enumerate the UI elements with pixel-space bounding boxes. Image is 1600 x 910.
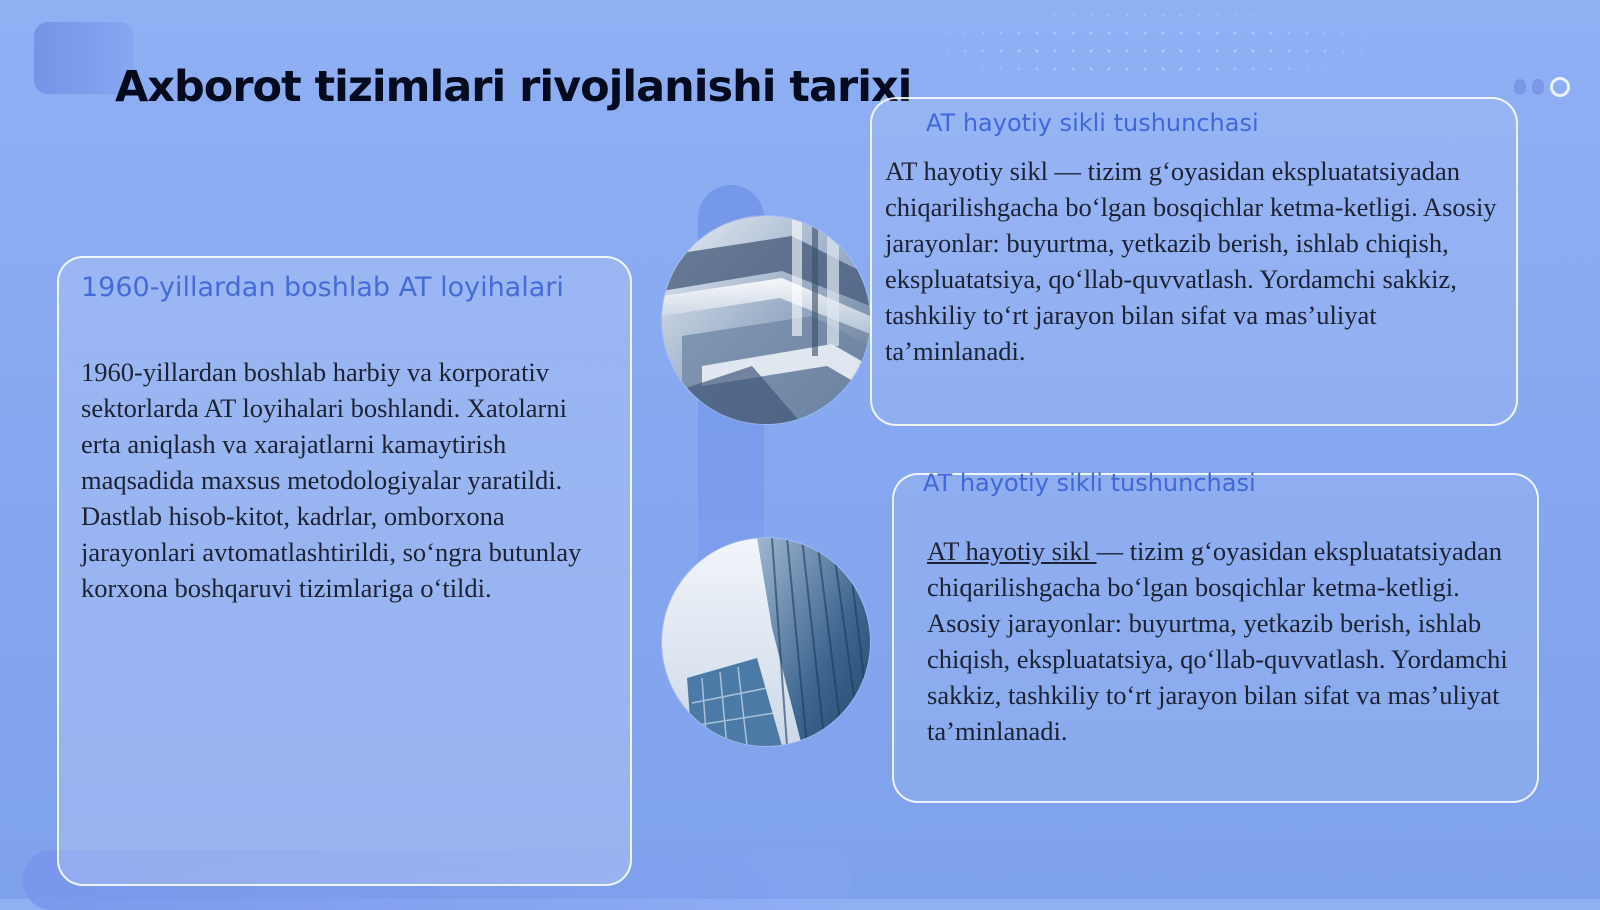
page-title: Axborot tizimlari rivojlanishi tarixi: [115, 62, 912, 112]
term-hyperlink[interactable]: AT hayotiy sikl: [927, 536, 1097, 566]
skyscraper-photo: [662, 538, 870, 746]
dot-pattern-decoration: [920, 6, 1380, 88]
slide-indicator: [1514, 77, 1570, 97]
bottom-right-card-text: — tizim g‘oyasidan ekspluatatsiyadan chiqarilishgacha bo‘lgan bosqichlar ketma-ketligi. Asosiy jarayonlar: buyurtma, yetkazib berish, ishlab chiqish, ekspluatatsiya, qo‘llab-quvvatlash. Yordamchi sakkiz, tashkiliy to‘rt jarayon bilan sifat va mas’uliyat ta’minlanadi.: [927, 536, 1508, 746]
top-right-card-body: AT hayotiy sikl — tizim g‘oyasidan ekspluatatsiyadan chiqarilishgacha bo‘lgan bosqichlar ketma-ketligi. Asosiy jarayonlar: buyurtma, yetkazib berish, ishlab chiqish, ekspluatatsiya, qo‘llab-quvvatlash. Yordamchi sakkiz, tashkiliy to‘rt jarayon bilan sifat va mas’uliyat ta’minlanadi.: [885, 156, 1497, 366]
bottom-right-card-heading: AT hayotiy sikli tushunchasi: [923, 469, 1256, 497]
left-card-heading: 1960-yillardan boshlab AT loyihalari: [81, 272, 564, 303]
pager-dot-3: [1550, 77, 1570, 97]
architecture-photo: [662, 216, 870, 424]
top-right-card-heading: AT hayotiy sikli tushunchasi: [926, 109, 1259, 137]
pager-dot-1: [1514, 79, 1526, 95]
top-right-content-card: [870, 97, 1518, 426]
bottom-right-content-card: [892, 469, 1539, 803]
left-content-card: [57, 256, 632, 886]
bottom-right-card-body: [927, 533, 1527, 749]
pager-dot-2: [1532, 79, 1544, 95]
left-card-body: 1960-yillardan boshlab harbiy va korporativ sektorlarda AT loyihalari boshlandi. Xatolarni erta aniqlash va xarajatlarni kamaytirish maqsadida maxsus metodologiyalar yaratildi. Dastlab hisob-kitot, kadrlar, omborxona jarayonlari avtomatlashtirildi, so‘ngra butunlay korxona boshqaruvi tizimlariga o‘tildi.: [81, 357, 582, 603]
